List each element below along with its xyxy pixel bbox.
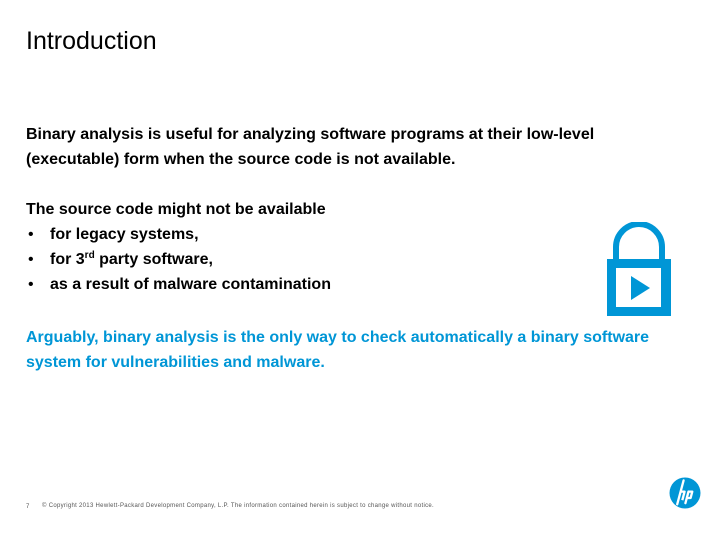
bullet-marker: • [28,226,34,243]
list-item-text-continued: party software, [94,251,213,268]
list-item-text: as a result of malware contamination [50,276,331,293]
reasons-block [26,197,666,297]
list-item-text: for legacy systems, [50,226,199,243]
page-number: 7 [26,504,30,510]
bullet-marker: • [28,276,34,293]
list-item-superscript: rd [84,250,95,261]
list-item [26,272,666,297]
intro-paragraph: Binary analysis is useful for analyzing software programs at their low-level (executable) form when the source code is not available. [26,126,595,168]
copyright-notice: © Copyright 2013 Hewlett-Packard Development Company, L.P. The information contained herein is subject to change without notice. [42,503,435,509]
slide-title: Introduction [26,27,157,55]
hp-logo [669,477,701,509]
list-item-text: for 3 [50,251,85,268]
padlock-icon [602,222,676,318]
bullet-marker: • [28,251,34,268]
reasons-heading: The source code might not be available [26,201,326,218]
list-item [26,222,666,247]
list-item [26,247,666,272]
conclusion-paragraph: Arguably, binary analysis is the only way to check automatically a binary software system for vulnerabilities and malware. [26,329,650,371]
reasons-list [26,222,666,297]
